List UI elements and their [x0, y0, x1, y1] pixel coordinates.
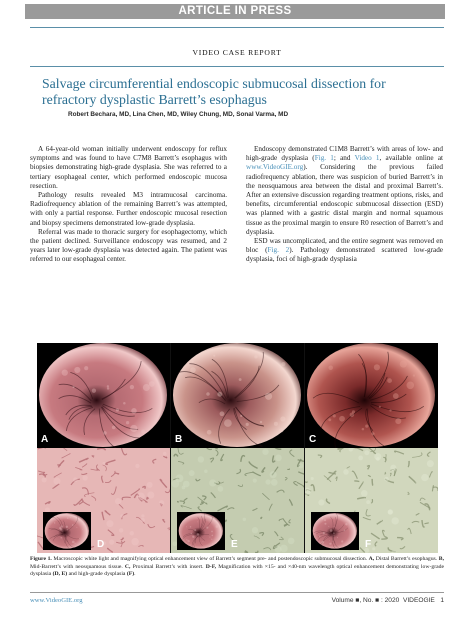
videogie-url-link[interactable]: www.VideoGIE.org [246, 163, 304, 172]
paragraph-endoscopy: Endoscopy demonstrated C1M8 Barrett’s with areas of low- and high-grade dysplasia (Fig. 1; and Video 1, available online at www.VideoGIE.org). Considering the previous failed radiofrequency ablation, there was suspicion of buried Barrett’s in the neosquamous area between the distal and proximal Barrett’s. After an extensive discussion regarding treatment options, risks, and benefits, circumferential endoscopic submucosal dissection (ESD) was planned with a gastric distal margin and normal squamous tissue as the proximal margin to ensure R0 resection of Barrett’s and dysplasia. [246, 145, 444, 236]
endoscopy-inset [311, 512, 359, 550]
figure-panel-f [305, 448, 438, 553]
figure-2-link[interactable]: Fig. 2 [267, 246, 290, 255]
article-title: Salvage circumferential endoscopic submucosal dissection for refractory dysplastic Barrett’s esophagus [42, 76, 386, 107]
footer-journal-info: Volume ■, No. ■ : 2020 VIDEOGIE 1 [331, 597, 444, 604]
author-list: Robert Bechara, MD, Lina Chen, MD, Wiley Chung, MD, Sonal Varma, MD [68, 111, 289, 118]
figure-panel-c [305, 343, 438, 448]
endoscopy-image [305, 343, 438, 448]
endoscopy-image [171, 343, 304, 448]
panel-label: C [309, 434, 317, 445]
paragraph-referral: Referral was made to thoracic surgery for esophagectomy, which the patient declined. Surveillance endoscopy was resumed, and 2 years later low-grade dysplasia was detected again. The patient was referred to our esophageal center. [30, 227, 227, 264]
footer-url-link[interactable]: www.VideoGIE.org [30, 597, 83, 604]
paragraph-pathology: Pathology results revealed M3 intramucosal carcinoma. Radiofrequency ablation of the remaining Barrett’s was attempted, with only a partial response. Further endoscopic mucosal resection and biopsy specimens demonstrated low-grade dysplasia. [30, 191, 227, 227]
endoscopy-image [37, 343, 170, 448]
video-1-link[interactable]: Video 1 [354, 154, 380, 163]
body-column-right [246, 145, 443, 265]
panel-label: B [175, 434, 183, 445]
endoscopy-inset [177, 512, 225, 550]
endoscopy-inset [43, 512, 91, 550]
paragraph-case-presentation: A 64-year-old woman initially underwent endoscopy for reflux symptoms and was found to have C7M8 Barrett’s esophagus with biopsies demonstrating high-grade dysplasia. She was referred to a tertiary esophageal center, which performed endoscopic mucosa resection. [30, 145, 227, 190]
article-in-press-banner: ARTICLE IN PRESS [25, 4, 445, 19]
panel-label: F [365, 539, 372, 550]
figure-1 [37, 343, 438, 553]
figure-panel-d [37, 448, 170, 553]
body-column-left [30, 145, 227, 265]
panel-label: E [231, 539, 238, 550]
footer-rule [30, 592, 444, 593]
figure-panel-a [37, 343, 170, 448]
figure-panel-b [171, 343, 304, 448]
figure-1-link[interactable]: Fig. 1 [314, 154, 334, 163]
panel-label: A [41, 434, 49, 445]
paragraph-esd: ESD was uncomplicated, and the entire segment was removed en bloc (Fig. 2). Pathology demonstrated scattered low-grade dysplasia, foci of high-grade dysplasia [246, 237, 443, 264]
figure-1-caption: Figure 1. Macroscopic white light and magnifying optical enhancement view of Barrett’s segment pre- and postendoscopic submucosal dissection. A, Distal Barrett’s esophagus. B, Mid-Barrett’s with neosquamous tissue. C, Proximal Barrett’s with insert. D-F, Magnification with ×15- and ×40-nm wavelength optical enhancement demonstrating low-grade dysplasia (D, E) and high-grade dysplasia (F). [30, 556, 444, 578]
section-label: VIDEO CASE REPORT [192, 48, 282, 57]
header-rule-top [30, 27, 444, 28]
panel-label: D [97, 539, 105, 550]
figure-panel-e [171, 448, 304, 553]
header-rule-bottom [30, 66, 444, 67]
